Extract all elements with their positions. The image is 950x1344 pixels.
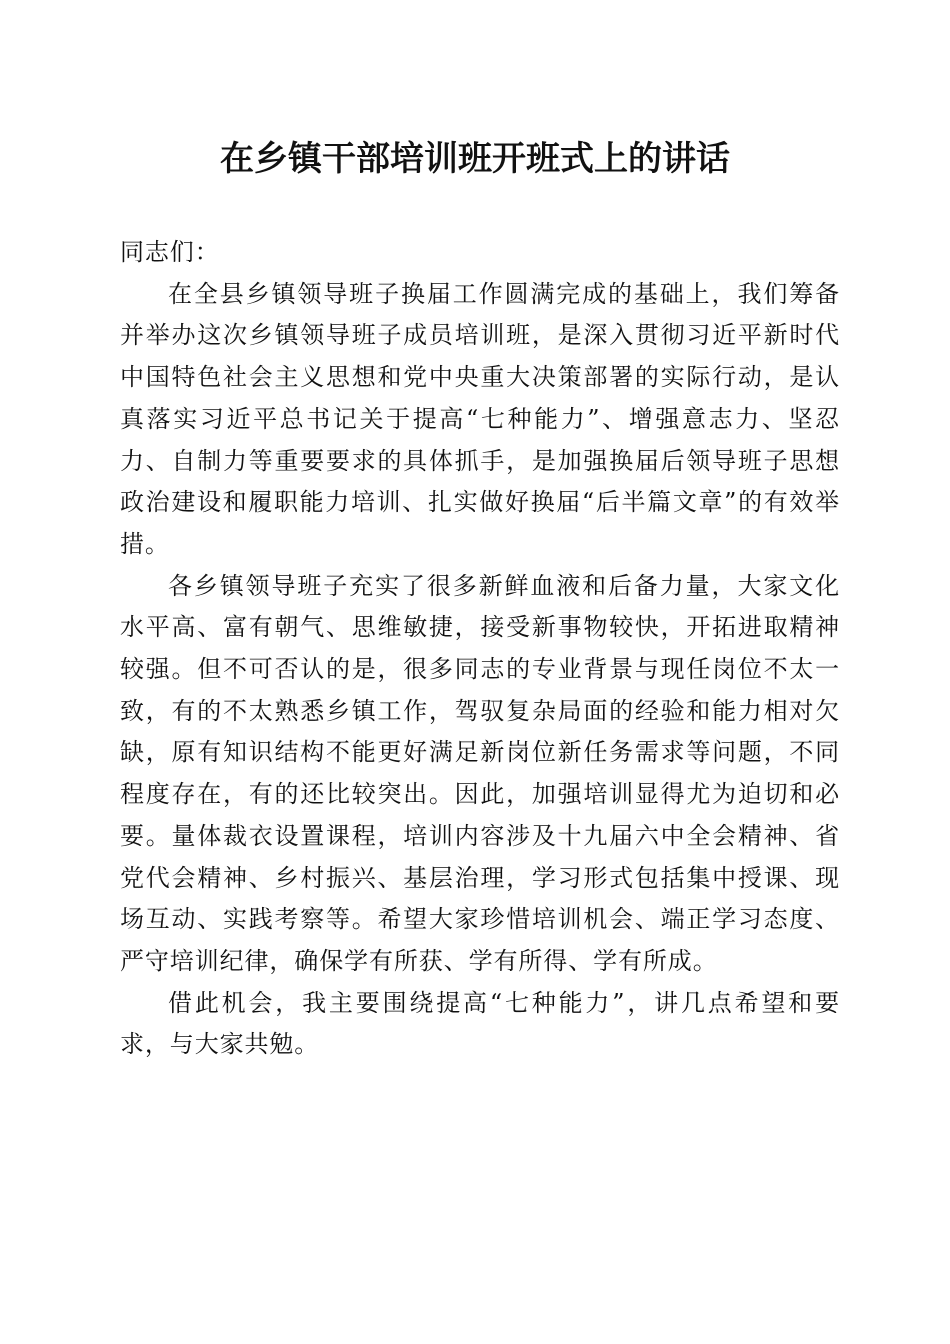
paragraph-2: 各乡镇领导班子充实了很多新鲜血液和后备力量，大家文化水平高、富有朝气、思维敏捷，接受新事物较快，开拓进取精神较强。但不可否认的是，很多同志的专业背景与现任岗位不太一致，有的不太熟悉乡镇工作，驾驭复杂局面的经验和能力相对欠缺，原有知识结构不能更好满足新岗位新任务需求等问题，不同程度存在，有的还比较突出。因此，加强培训显得尤为迫切和必要。量体裁衣设置课程，培训内容涉及十九届六中全会精神、省党代会精神、乡村振兴、基层治理，学习形式包括集中授课、现场互动、实践考察等。希望大家珍惜培训机会、端正学习态度、严守培训纪律，确保学有所获、学有所得、学有所成。	[120, 571, 840, 975]
document-title: 在乡镇干部培训班开班式上的讲话	[220, 139, 730, 179]
salutation: 同志们：	[120, 238, 220, 266]
document-body	[120, 232, 840, 1066]
paragraph-3: 借此机会，我主要围绕提高“七种能力”，讲几点希望和要求，与大家共勉。	[120, 988, 840, 1059]
paragraph-1: 在全县乡镇领导班子换届工作圆满完成的基础上，我们筹备并举办这次乡镇领导班子成员培训班，是深入贯彻习近平新时代中国特色社会主义思想和党中央重大决策部署的实际行动，是认真落实习近平总书记关于提高“七种能力”、增强意志力、坚忍力、自制力等重要要求的具体抓手，是加强换届后领导班子思想政治建设和履职能力培训、扎实做好换届“后半篇文章”的有效举措。	[120, 279, 840, 558]
